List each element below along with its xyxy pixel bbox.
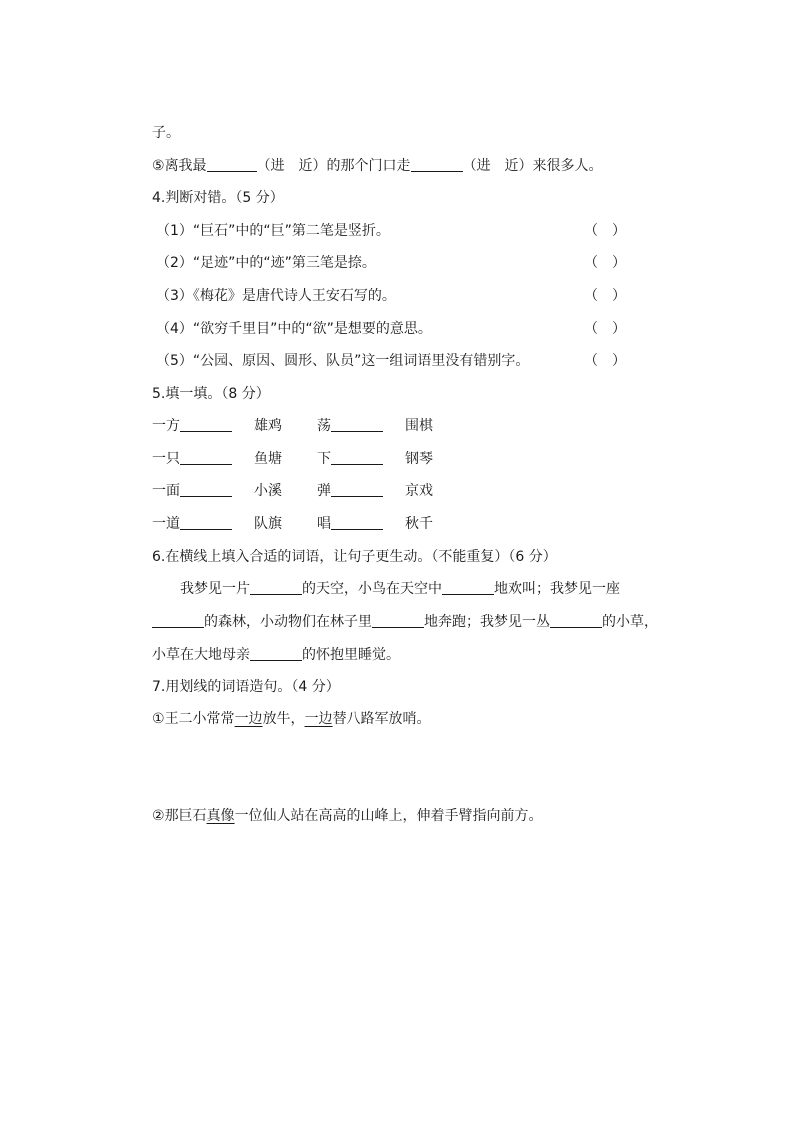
sentence-text: 一位仙人站在高高的山峰上，伸着手臂指向前方。 — [234, 808, 543, 824]
paragraph-text: 的怀抱里睡觉。 — [302, 647, 400, 663]
item-number: （2） — [156, 255, 193, 271]
answer-parentheses[interactable]: （ ） — [584, 223, 626, 239]
sentence-text: 王二小常常 — [164, 711, 235, 727]
word-left: 荡 — [317, 418, 331, 434]
item-text: （进 近）来很多人。 — [462, 158, 603, 174]
answer-blank[interactable] — [442, 580, 494, 595]
answer-blank[interactable] — [331, 417, 383, 432]
word-right: 秋千 — [405, 516, 433, 532]
word-right: 京戏 — [405, 483, 433, 499]
q4-item-5 — [156, 352, 529, 370]
word-left: 弹 — [317, 483, 331, 499]
item-number: ① — [152, 711, 165, 727]
answer-blank[interactable] — [550, 613, 602, 628]
word-left: 下 — [317, 451, 331, 467]
underlined-word: 真像 — [206, 808, 235, 824]
item-text: 《梅花》是唐代诗人王安石写的。 — [192, 288, 396, 304]
sentence-text: 那巨石 — [164, 808, 207, 824]
word-right: 钢琴 — [405, 451, 433, 467]
answer-blank[interactable] — [250, 646, 302, 661]
q4-item-1 — [156, 222, 390, 240]
answer-parentheses[interactable]: （ ） — [584, 353, 626, 369]
matching-row-3 — [152, 482, 232, 500]
q3-item-5 — [152, 157, 603, 175]
answer-blank[interactable] — [180, 450, 232, 465]
item-number: ② — [152, 808, 165, 824]
paragraph-text: 地奔跑；我梦见一丛 — [424, 614, 550, 630]
answer-blank[interactable] — [411, 157, 463, 172]
paragraph-text: 我梦见一片 — [180, 581, 250, 597]
word-right: 雄鸡 — [254, 418, 282, 434]
item-text: “公园、原因、圆形、队员”这一组词语里没有错别字。 — [192, 353, 530, 369]
q4-item-3 — [156, 287, 396, 305]
item-number: （4） — [156, 321, 193, 337]
q7-title: 7.用划线的词语造句。（4 分） — [152, 679, 340, 695]
sentence-text: 替八路军放哨。 — [332, 711, 431, 727]
item-text: 离我最 — [164, 158, 207, 174]
q6-title: 6.在横线上填入合适的词语，让句子更生动。（不能重复）（6 分） — [152, 549, 557, 565]
word-right: 队旗 — [254, 516, 282, 532]
item-text: “巨石”中的“巨”第二笔是竖折。 — [192, 223, 390, 239]
answer-blank[interactable] — [331, 450, 383, 465]
paragraph-text: 的小草， — [602, 614, 658, 630]
paragraph-text: 小草在大地母亲 — [152, 647, 250, 663]
paragraph-text: 的天空，小鸟在天空中 — [302, 581, 442, 597]
answer-parentheses[interactable]: （ ） — [584, 321, 626, 337]
matching-row-3b — [317, 482, 383, 500]
answer-parentheses[interactable]: （ ） — [584, 288, 626, 304]
word-right: 鱼塘 — [254, 451, 282, 467]
answer-blank[interactable] — [180, 482, 232, 497]
text-fragment: 子。 — [152, 125, 180, 141]
word-right: 小溪 — [254, 483, 282, 499]
q4-item-4 — [156, 320, 432, 338]
answer-blank[interactable] — [180, 417, 232, 432]
answer-blank[interactable] — [152, 613, 204, 628]
word-left: 一只 — [152, 451, 180, 467]
q6-paragraph-line-1 — [180, 580, 620, 598]
q7-sentence-1 — [152, 710, 431, 728]
item-number: （3） — [156, 288, 193, 304]
sentence-text: 放牛， — [262, 711, 305, 727]
answer-blank[interactable] — [180, 515, 232, 530]
word-left: 一道 — [152, 516, 180, 532]
item-number: （1） — [156, 223, 193, 239]
matching-row-1b — [317, 417, 383, 435]
matching-row-2 — [152, 450, 232, 468]
matching-row-2b — [317, 450, 383, 468]
item-text: “足迹”中的“迹”第三笔是捺。 — [192, 255, 376, 271]
q7-sentence-2 — [152, 807, 543, 825]
word-right: 围棋 — [405, 418, 433, 434]
word-left: 一面 — [152, 483, 180, 499]
q6-paragraph-line-3 — [152, 646, 400, 664]
word-left: 唱 — [317, 516, 331, 532]
answer-blank[interactable] — [331, 515, 383, 530]
answer-blank[interactable] — [250, 580, 302, 595]
answer-blank[interactable] — [331, 482, 383, 497]
underlined-word: 一边 — [304, 711, 333, 727]
underlined-word: 一边 — [234, 711, 263, 727]
word-left: 一方 — [152, 418, 180, 434]
paragraph-text: 地欢叫；我梦见一座 — [494, 581, 620, 597]
q4-title: 4.判断对错。（5 分） — [152, 190, 284, 206]
answer-blank[interactable] — [372, 613, 424, 628]
matching-row-1 — [152, 417, 232, 435]
q5-title: 5.填一填。（8 分） — [152, 386, 270, 402]
q4-item-2 — [156, 254, 376, 272]
item-text: “欲穷千里目”中的“欲”是想要的意思。 — [192, 321, 432, 337]
matching-row-4b — [317, 515, 383, 533]
item-number: （5） — [156, 353, 193, 369]
matching-row-4 — [152, 515, 232, 533]
item-number: ⑤ — [152, 158, 165, 174]
paragraph-text: 的森林，小动物们在林子里 — [204, 614, 372, 630]
q6-paragraph-line-2 — [152, 613, 658, 631]
answer-parentheses[interactable]: （ ） — [584, 255, 626, 271]
answer-blank[interactable] — [207, 157, 257, 172]
item-text: （进 近）的那个门口走 — [256, 158, 411, 174]
